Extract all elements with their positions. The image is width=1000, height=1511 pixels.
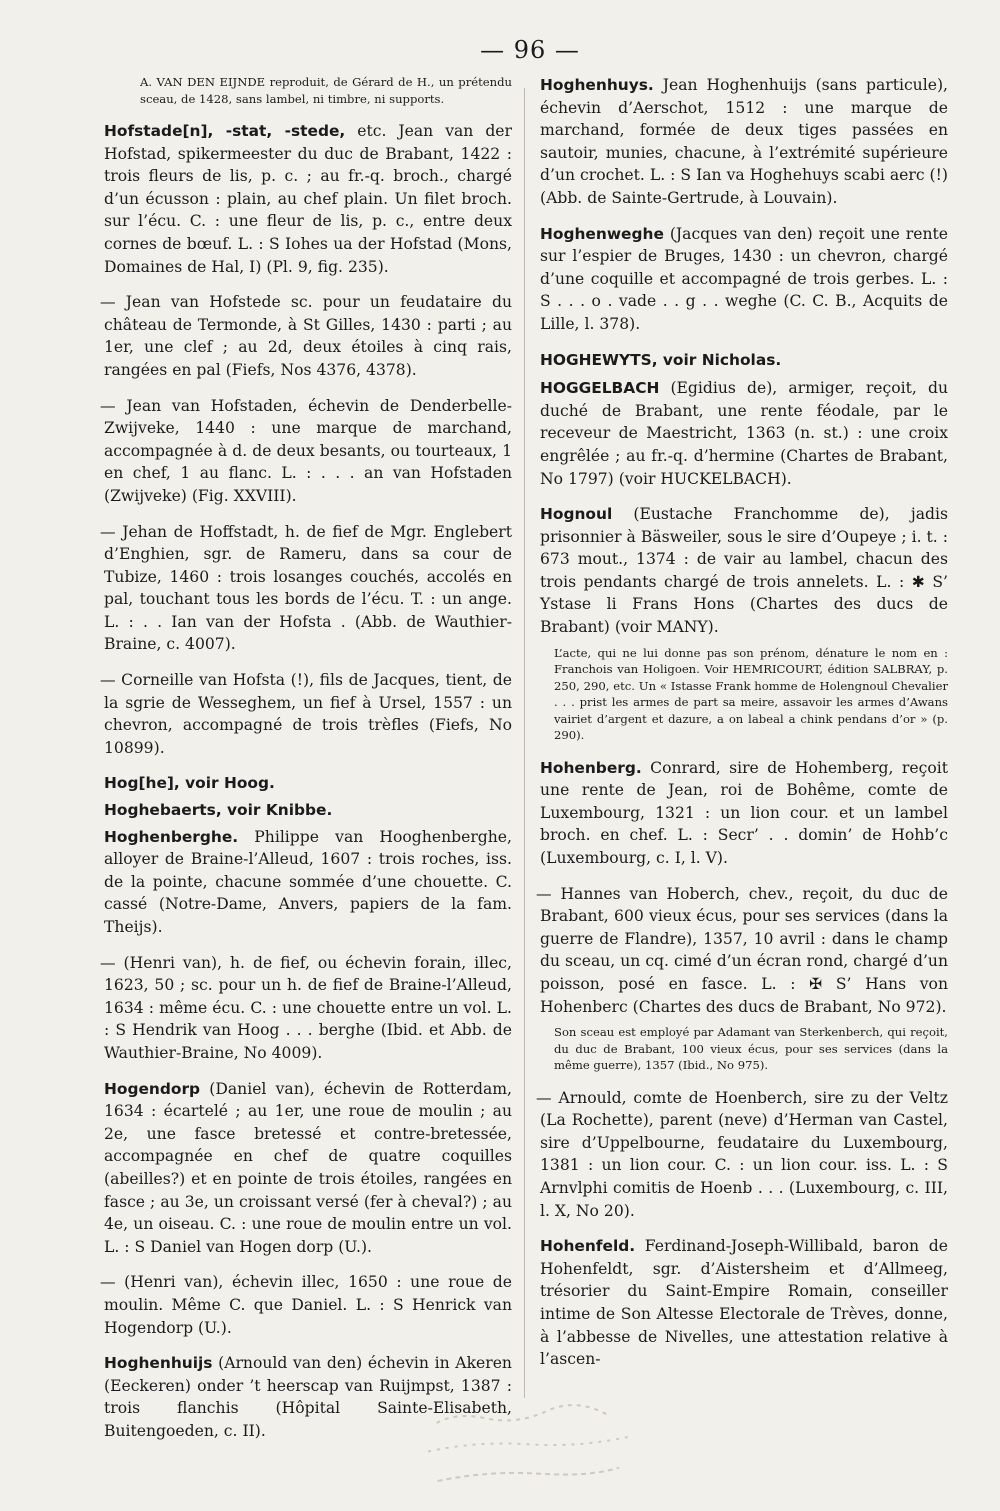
entry-hoggelbach xyxy=(540,377,948,490)
entry-hoghenhuijs-text: (Arnould van den) échevin in Akeren (Eeckeren) onder ’t heerscap van Ruijmpst, 1387 : trois flanchis (Hôpital Sainte-Elisabeth, Buitengoeden, c. II). xyxy=(104,1354,512,1440)
headword-hoghebaerts: Hoghebaerts, voir Knibbe. xyxy=(104,801,333,820)
note-hannes: Son sceau est employé par Adamant van Sterkenberch, qui reçoit, du duc de Brabant, 100 vieux écus, pour ses services (dans la même guerre), 1357 (Ibid., No 975). xyxy=(554,1025,948,1073)
headword-hohenfeld: Hohenfeld. xyxy=(540,1237,636,1256)
intro-note: A. VAN DEN EIJNDE reproduit, de Gérard de H., un prétendu sceau, de 1428, sans lambel, ni timbre, ni supports. xyxy=(140,75,512,106)
headword-hoggelbach: HOGGELBACH xyxy=(540,379,660,398)
library-stamp-icon xyxy=(416,1392,651,1504)
entry-hofstaden: — Jean van Hofstaden, échevin de Denderbelle-Zwijveke, 1440 : une marque de marchand, accompagnée à d. de deux besants, ou tourteaux, 1 en chef, 1 au flanc. L. : . . . an van Hofstaden (Zwijveke) (Fig. XXVIII). xyxy=(100,396,512,505)
entry-hannes: — Hannes van Hoberch, chev., reçoit, du duc de Brabant, 600 vieux écus, pour ses services (dans la guerre de Flandre), 1357, 10 avril : dans le champ du sceau, un cq. cimé d’un écran rond, chargé d’un poisson, posé en fasce. L. : ✠ S’ Hans von Hohenberc (Chartes des ducs de Brabant, No 972). xyxy=(536,884,948,1016)
entry-hohenfeld-text: Ferdinand-Joseph-Willibald, baron de Hohenfeldt, sgr. d’Aistersheim et d’Allmeeg, trésorier du Saint-Empire Romain, conseiller intime de Son Altesse Electorale de Trèves, donne, à l’abbesse de Nivelles, une attestation relative à l’ascen- xyxy=(540,1237,948,1369)
right-column xyxy=(536,74,948,1384)
entry-hofstade xyxy=(104,120,512,278)
entry-hoffstadt: — Jehan de Hoffstadt, h. de fief de Mgr. Englebert d’Enghien, sgr. de Rameru, dans sa cour de Tubize, 1460 : trois losanges couchés, accolés en pal, touchant tous les bords de l’écu. T. : un ange. L. : . . Ian van der Hofsta . (Abb. de Wauthier-Braine, c. 4007). xyxy=(100,522,512,654)
headword-hoghenberghe: Hoghenberghe. xyxy=(104,827,239,846)
entry-hognoul-text: (Eustache Franchomme de), jadis prisonnier à Bäsweiler, sous le sire d’Oupeye ; i. t. : 673 mout., 1374 : de vair au lambel, chacun des trois pendants chargé de trois annelets. L. : ✱ S’ Ystase li Frans Hons (Chartes des ducs de Brabant) (voir MANY). xyxy=(540,505,948,637)
entry-henri: — (Henri van), h. de fief, ou échevin forain, illec, 1623, 50 ; sc. pour un h. de fief de Braine-l’Alleud, 1634 : même écu. C. : une chouette entre un vol. L. : S Hendrik van Hoog . . . berghe (Ibid. et Abb. de Wauthier-Braine, No 4009). xyxy=(100,953,512,1062)
entry-hofstede: — Jean van Hofstede sc. pour un feudataire du château de Termonde, à St Gilles, 1430 : parti ; au 1er, une clef ; au 2d, deux étoiles à cinq rais, rangées en pal (Fiefs, Nos 4376, 4378). xyxy=(100,293,512,379)
entry-hoghenweghe-text: (Jacques van den) reçoit une rente sur l’espier de Bruges, 1430 : un chevron, chargé d’une coquille et accompagné de trois gerbes. L. : S . . . o . vade . . g . . weghe (C. C. B., Acquits de Lille, l. 378). xyxy=(540,224,948,333)
headword-hognoul: Hognoul xyxy=(540,505,613,524)
page-number: — 96 — xyxy=(480,36,580,64)
entry-hoghewyts xyxy=(540,349,948,372)
entry-hoghenhuys-text: Jean Hoghenhuijs (sans particule), échevin d’Aerschot, 1512 : une marque de marchand, formée de deux tiges passées en sautoir, munies, chacune, à l’extrémité supérieure d’un crochet. L. : S Ian va Hoghehuys scabi aerc (!) (Abb. de Sainte-Gertrude, à Louvain). xyxy=(540,76,948,207)
entry-hoghenberghe xyxy=(104,826,512,939)
entry-hoghe xyxy=(104,772,512,795)
headword-hogendorp: Hogendorp xyxy=(104,1079,201,1098)
headword-hoghenhuijs: Hoghenhuijs xyxy=(104,1354,213,1373)
entry-hoghenweghe xyxy=(540,223,948,336)
headword-hohenberg: Hohenberg. xyxy=(540,758,642,777)
entry-hohenberg-text: Conrard, sire de Hohemberg, reçoit une rente de Jean, roi de Bohême, comte de Luxembourg, 1321 : un lion cour. et un lambel broch. en chef. L. : Secr’ . . domin’ de Hohb’c (Luxembourg, c. I, l. V). xyxy=(540,758,948,868)
library-stamp xyxy=(416,1392,651,1504)
headword-hoghenweghe: Hoghenweghe xyxy=(540,224,664,243)
entry-hofstade-text: etc. Jean van der Hofstad, spikermeester du duc de Brabant, 1422 : trois fleurs de lis, p. c. ; au fr.-q. broch., chargé d’un écusson : plain, au chef plain. Un filet broch. sur l’écu. C. : une fleur de lis, p. c., entre deux cornes de bœuf. L. : S Iohes ua der Hofstad (Mons, Domaines de Hal, I) (Pl. 9, fig. 235). xyxy=(104,122,512,276)
headword-hoghe: Hog[he], voir Hoog. xyxy=(104,774,275,793)
entry-hoghebaerts xyxy=(104,799,512,822)
entry-hoggelbach-text: (Egidius de), armiger, reçoit, du duché de Brabant, une rente féodale, par le receveur de Maestricht, 1363 (n. st.) : une croix engrêlée ; au fr.-q. d’hermine (Chartes de Brabant, No 1797) (voir HUCKELBACH). xyxy=(540,379,948,488)
entry-corneille: — Corneille van Hofsta (!), fils de Jacques, tient, de la sgrie de Wesseghem, un fief à Ursel, 1557 : un chevron, accompagné de trois trèfles (Fiefs, No 10899). xyxy=(100,671,512,757)
column-divider xyxy=(524,88,525,1398)
entry-hogendorp xyxy=(104,1078,512,1259)
entry-hoghenhuys xyxy=(540,74,948,210)
note-hognoul: L’acte, qui ne lui donne pas son prénom, dénature le nom en : Franchois van Holigoen. Voir HEMRICOURT, édition SALBRAY, p. 250, 290, etc. Un « Istasse Frank homme de Holengnoul Chevalier . . . prist les armes de part sa meire, assavoir les armes d’Awans vairiet d’argent et dazure, a on labeal a chink pendans d’or » (p. 290). xyxy=(554,645,948,743)
entry-hognoul xyxy=(540,503,948,639)
entry-henri-2: — (Henri van), échevin illec, 1650 : une roue de moulin. Même C. que Daniel. L. : S Henrick van Hogendorp (U.). xyxy=(100,1273,512,1337)
entry-hogendorp-text: (Daniel van), échevin de Rotterdam, 1634 : écartelé ; au 1er, une roue de moulin ; au 2e, une fasce bretessé et contre-bretessée, accompagnée en chef de quatre coquilles (abeilles?) et en pointe de trois étoiles, rangées en fasce ; au 3e, un croissant versé (fer à cheval?) ; au 4e, un oiseau. C. : une roue de moulin entre un vol. L. : S Daniel van Hogen dorp (U.). xyxy=(104,1079,513,1256)
entry-hohenberg xyxy=(540,757,948,870)
entry-arnould: — Arnould, comte de Hoenberch, sire zu der Veltz (La Rochette), parent (neve) d’Herman van Castel, sire d’Uppelbourne, feudataire du Luxembourg, 1381 : un lion cour. C. : un lion cour. iss. L. : S Arnvlphi comitis de Hoenb . . . (Luxembourg, c. III, l. X, No 20). xyxy=(536,1088,948,1220)
headword-hoghewyts: HOGHEWYTS, voir Nicholas. xyxy=(540,350,782,369)
entry-hoghenberghe-text: Philippe van Hooghenberghe, alloyer de Braine-l’Alleud, 1607 : trois roches, iss. de la pointe, chacune sommée d’une chouette. C. cassé (Notre-Dame, Anvers, papiers de la fam. Theijs). xyxy=(104,827,512,936)
left-column xyxy=(100,74,513,1455)
headword-hoghenhuys: Hoghenhuys. xyxy=(540,76,654,94)
headword-hofstade: Hofstade[n], -stat, -stede, xyxy=(104,122,346,140)
entry-hohenfeld xyxy=(540,1235,948,1371)
